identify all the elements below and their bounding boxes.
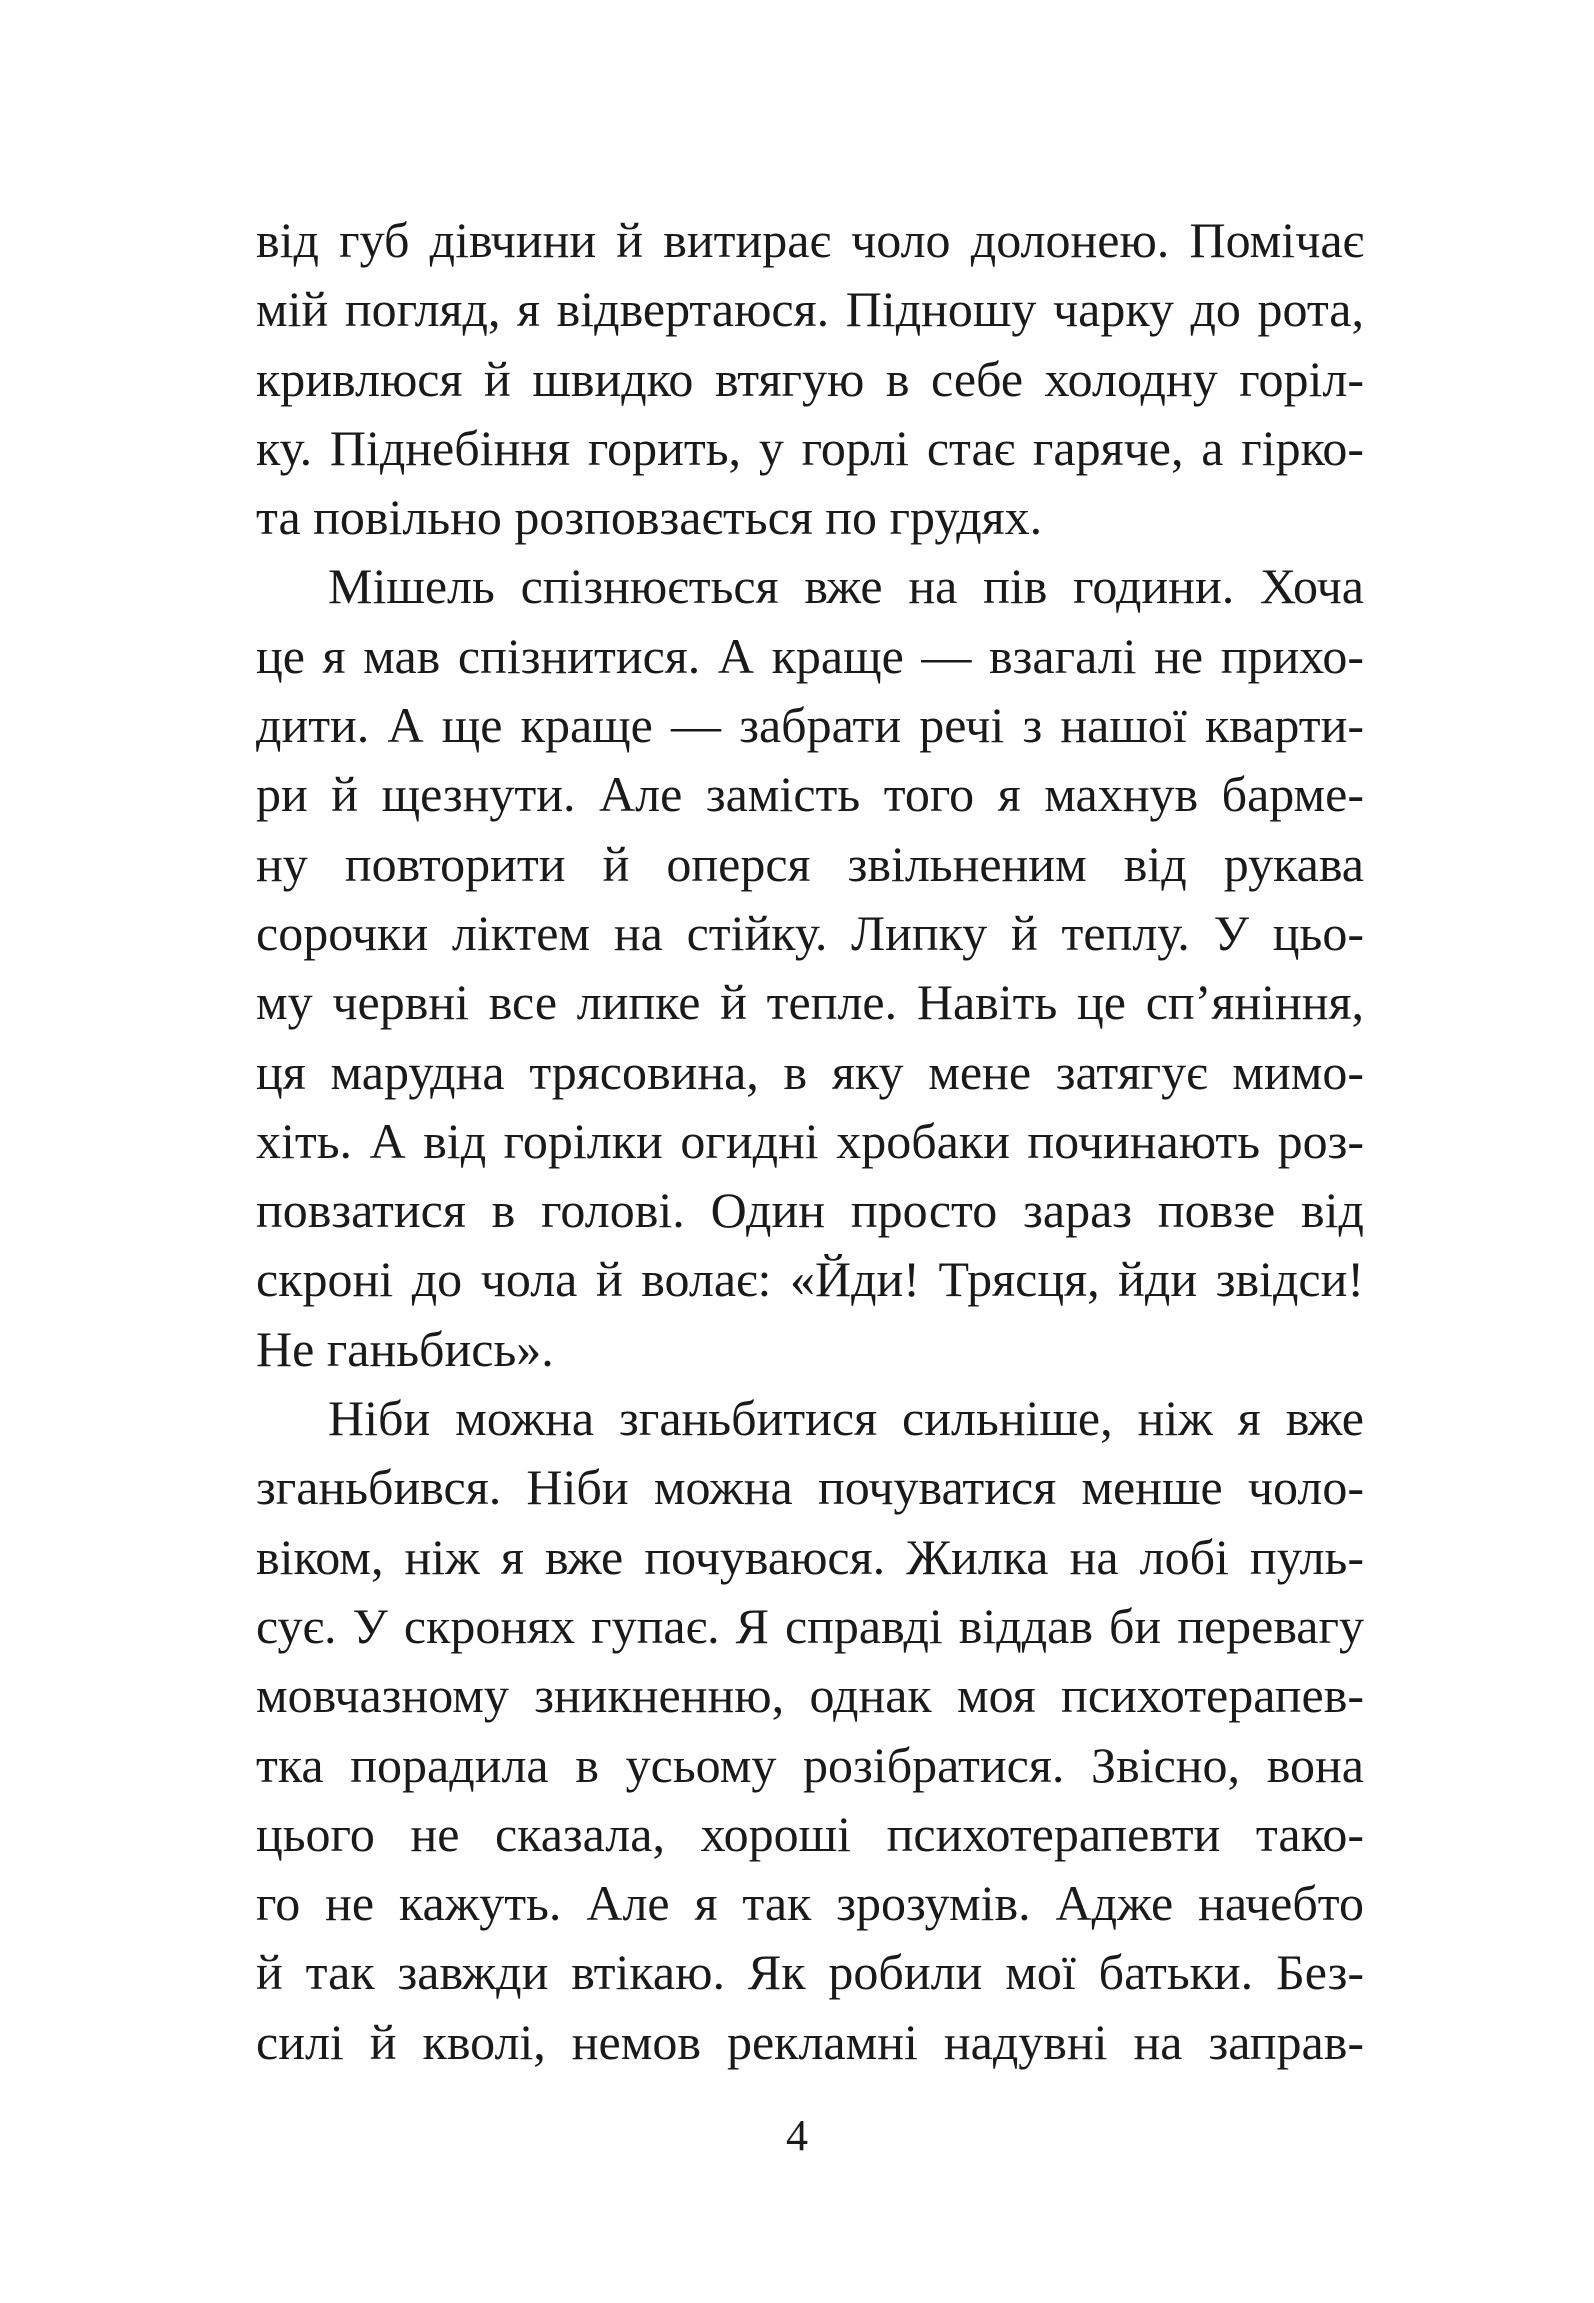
text-line: тка порадила в усьому розібратися. Звісно, вона: [256, 1736, 1364, 1793]
text-line: зганьбився. Ніби можна почуватися менше чоло-: [256, 1459, 1364, 1516]
text-line: хіть. А від горілки огидні хробаки починають роз-: [256, 1112, 1364, 1169]
text-line: повзатися в голові. Один просто зараз повзе від: [256, 1182, 1364, 1239]
text-line: Мішель спізнюється вже на пів години. Хоча: [328, 558, 1364, 615]
body-text: [256, 206, 1364, 2077]
text-line: Ніби можна зганьбитися сильніше, ніж я вже: [328, 1390, 1364, 1447]
text-line: сує. У скронях гупає. Я справді віддав би перевагу: [256, 1597, 1364, 1654]
text-line: це я мав спізнитися. А краще — взагалі не прихо-: [256, 627, 1364, 684]
text-line: скроні до чола й волає: «Йди! Трясця, йди звідси!: [256, 1251, 1364, 1308]
text-line: ну повторити й оперся звільненим від рукава: [256, 835, 1364, 892]
text-line: ця марудна трясовина, в яку мене затягує мимо-: [256, 1043, 1364, 1100]
text-line: ку. Піднебіння горить, у горлі стає гаряче, а гірко-: [256, 419, 1364, 476]
page-number: 4: [786, 2111, 808, 2160]
paragraph: [256, 1384, 1364, 2077]
text-line: та повільно розповзається по грудях.: [256, 489, 1043, 546]
text-line: й так завжди втікаю. Як робили мої батьки. Без-: [256, 1944, 1364, 2001]
text-line: цього не сказала, хороші психотерапевти тако-: [256, 1805, 1364, 1862]
text-line: му червні все липке й тепле. Навіть це сп’яніння,: [256, 974, 1364, 1031]
text-line: мовчазному зникненню, однак моя психотерапев-: [256, 1667, 1364, 1724]
text-line: дити. А ще краще — забрати речі з нашої кварти-: [256, 697, 1364, 754]
text-line: кривлюся й швидко втягую в себе холодну горіл-: [256, 350, 1364, 407]
text-line: силі й кволі, немов рекламні надувні на заправ-: [256, 2013, 1364, 2070]
paragraph: [256, 206, 1364, 552]
text-line: Не ганьбись».: [256, 1320, 554, 1377]
text-line: ри й щезнути. Але замість того я махнув барме-: [256, 766, 1364, 823]
text-line: го не кажуть. Але я так зрозумів. Адже начебто: [256, 1875, 1364, 1932]
text-line: сорочки ліктем на стійку. Липку й теплу. У цьо-: [256, 904, 1364, 961]
text-line: віком, ніж я вже почуваюся. Жилка на лобі пуль-: [256, 1528, 1364, 1585]
text-line: мій погляд, я відвертаюся. Підношу чарку до рота,: [256, 281, 1364, 338]
paragraph: [256, 552, 1364, 1384]
text-line: від губ дівчини й витирає чоло долонею. Помічає: [256, 212, 1364, 268]
